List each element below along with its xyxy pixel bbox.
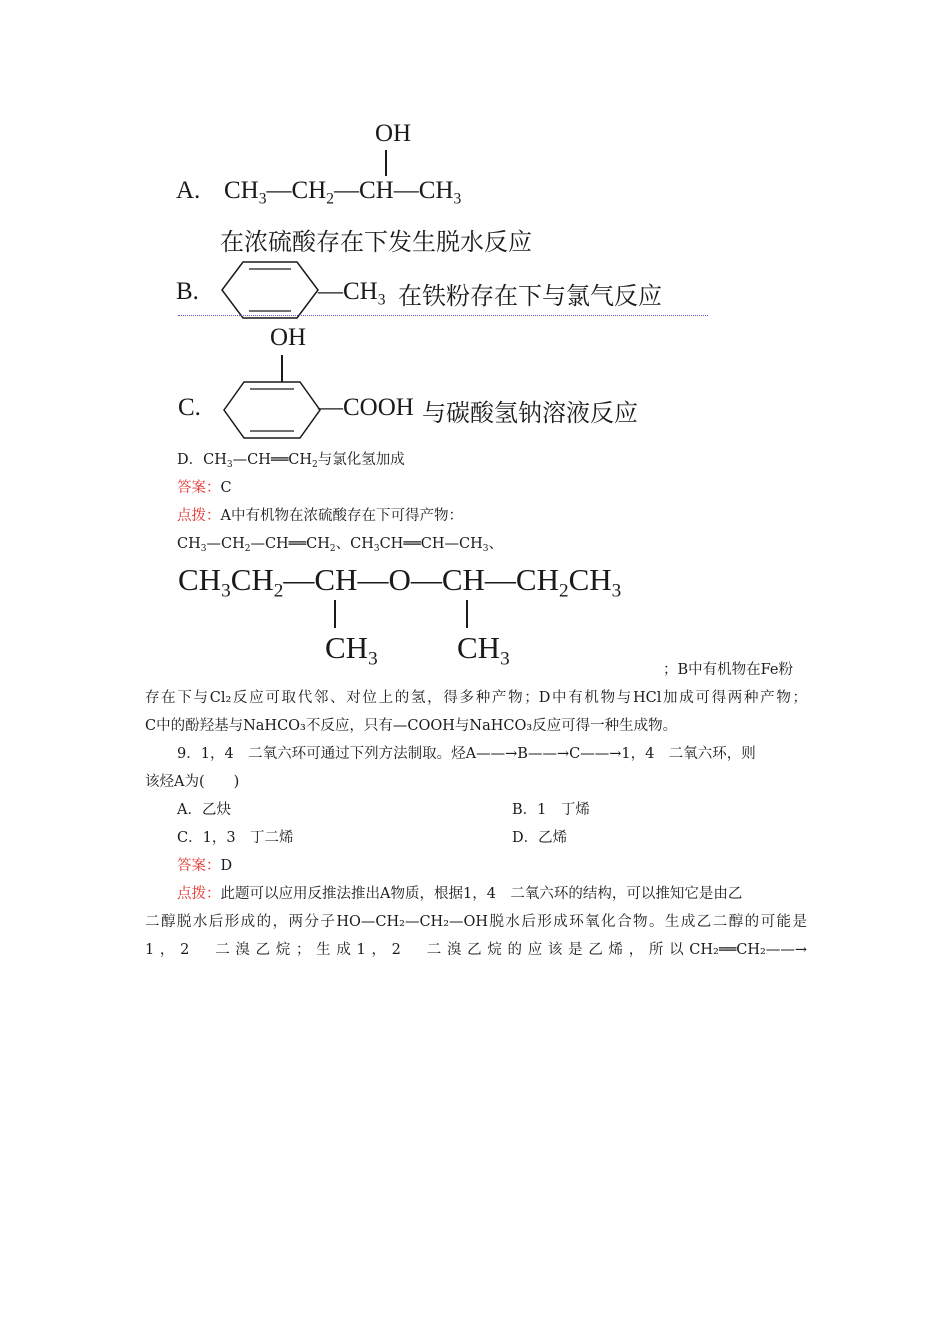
option-c-description: 与碳酸氢钠溶液反应 [422, 399, 638, 427]
option-b-letter: B. [176, 278, 199, 305]
hint-9-line-3: 1，2 二溴乙烷；生成1，2 二溴乙烷的应该是乙烯，所以CH₂══CH₂——→ [145, 942, 807, 958]
question-9-option-c: C．1，3 丁二烯 [177, 830, 294, 846]
ether-branch-2: $CH_3$ [457, 630, 510, 670]
option-a-oh: OH [375, 120, 412, 147]
hint-9-line-2: 二醇脱水后形成的，两分子HO—CH₂—CH₂—OH脱水后形成环氧化合物。生成乙二醇的可能是 [145, 914, 807, 930]
dotted-divider [178, 315, 708, 316]
answer-9: 答案：D [177, 858, 233, 874]
option-b-substituent: $—CH_3$ [318, 278, 386, 309]
option-a-formula: $CH_3—CH_2—CH—CH_3$ [224, 177, 462, 208]
option-c-substituent: —COOH [318, 394, 414, 421]
answer-8: 答案：C [177, 480, 232, 496]
benzene-ring-icon [220, 258, 320, 322]
option-b-description: 在铁粉存在下与氯气反应 [398, 282, 662, 310]
option-c-oh-bond [281, 355, 283, 382]
option-a-description: 在浓硫酸存在下发生脱水反应 [220, 228, 532, 256]
dehydration-products: $CH_3—CH_2—CH══CH_2$、$CH_3CH══CH—CH_3$、 [177, 536, 503, 555]
ether-structure: $CH_3CH_2—CH—O—CH—CH_2CH_3$ [178, 562, 622, 602]
question-9-stem: 9．1，4 二氧六环可通过下列方法制取。烃A——→B——→C——→1，4 二氧六环，则 [177, 746, 756, 762]
ether-branch-bond-2 [466, 600, 468, 628]
question-9-option-a: A．乙炔 [177, 802, 231, 818]
question-9-option-d: D．乙烯 [512, 830, 568, 846]
hint-8-line-3: C中的酚羟基与NaHCO₃不反应，只有—COOH与NaHCO₃反应可得一种生成物。 [145, 718, 678, 734]
ether-branch-1: $CH_3$ [325, 630, 378, 670]
question-9-option-b: B．1 丁烯 [512, 802, 590, 818]
question-9-stem-2: 该烃A为( ) [145, 774, 240, 790]
ether-branch-bond-1 [334, 600, 336, 628]
phenol-ring-icon [222, 380, 322, 440]
hint-9-line-1: 点拨：此题可以应用反推法推出A物质，根据1，4 二氧六环的结构，可以推知它是由乙 [177, 886, 743, 902]
option-d: D．$CH_3—CH══CH_2$与氯化氢加成 [177, 452, 405, 471]
hint-8-continued: ；B中有机物在Fe粉 [663, 662, 794, 678]
option-c-oh: OH [270, 324, 307, 351]
hint-8: 点拨：A中有机物在浓硫酸存在下可得产物： [177, 508, 463, 524]
option-a-letter: A. [176, 177, 201, 204]
option-a-oh-bond [385, 150, 387, 176]
option-c-letter: C. [178, 394, 201, 421]
hint-8-line-2: 存在下与Cl₂反应可取代邻、对位上的氢，得多种产物；D中有机物与HCl加成可得两种产物； [145, 690, 807, 706]
